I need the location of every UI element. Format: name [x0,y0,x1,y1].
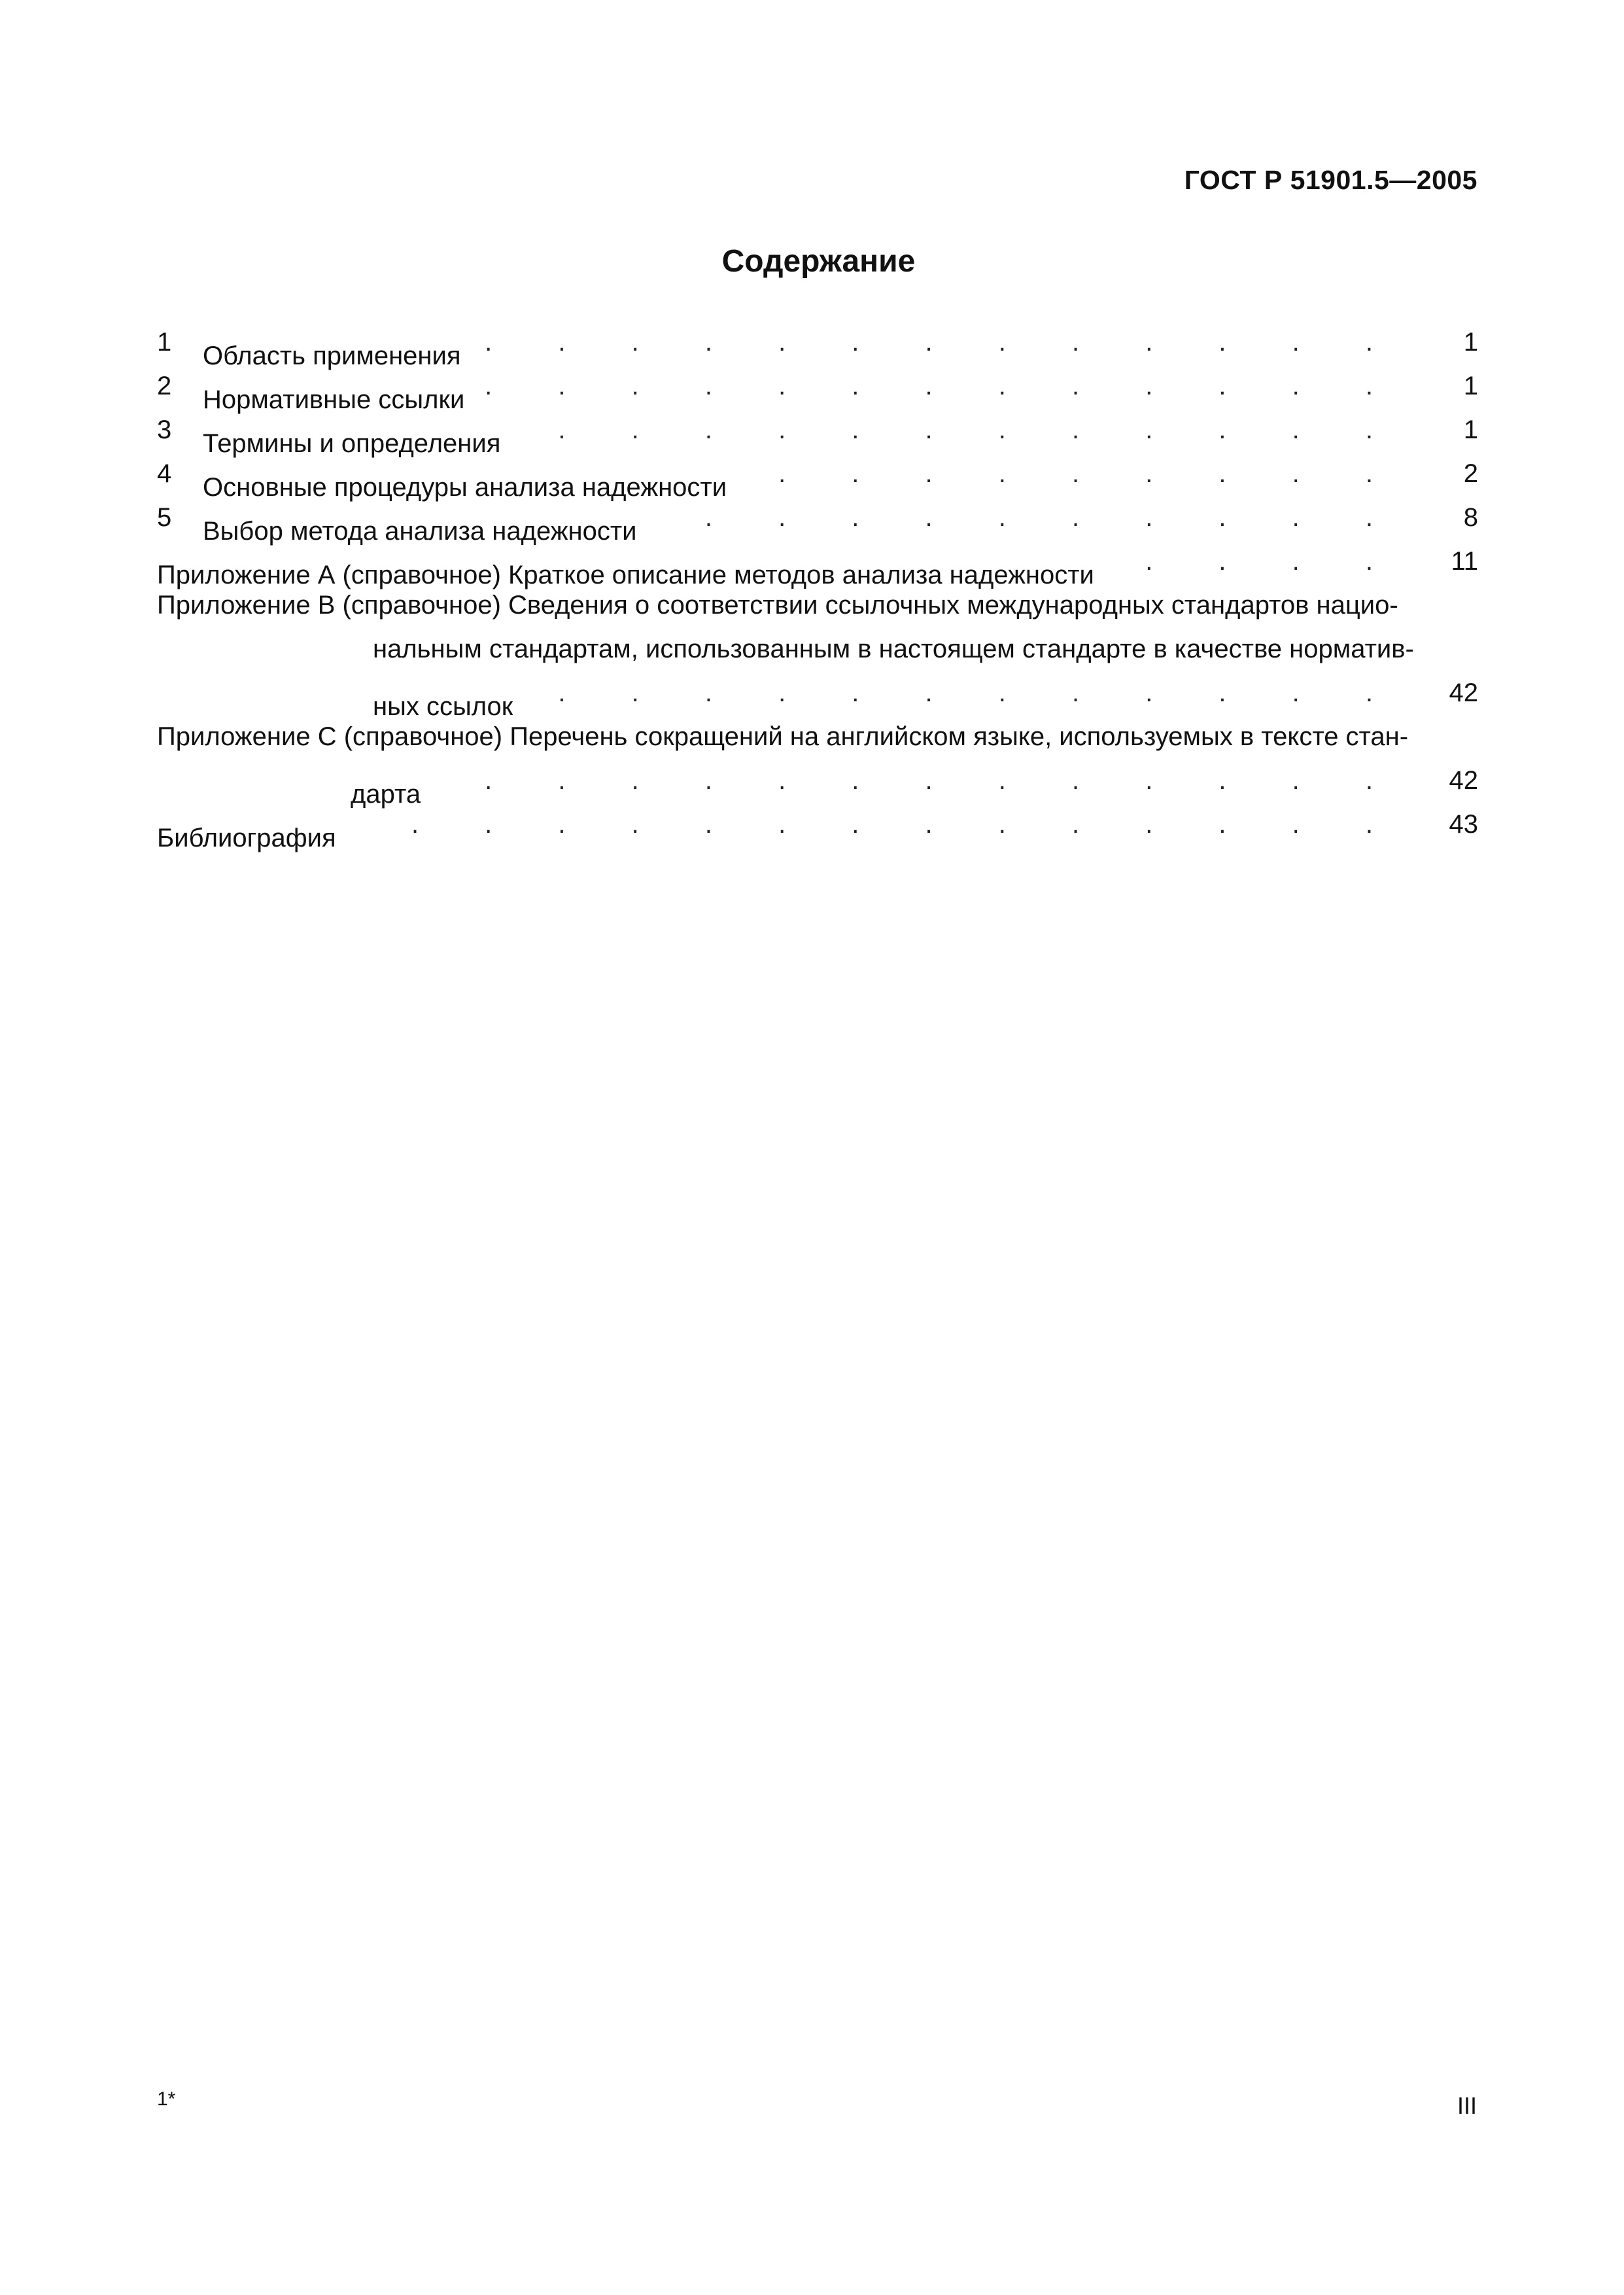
toc-leader-dots [481,364,1406,408]
toc-leader-dots [1111,540,1406,584]
toc-entry-page: 8 [1463,503,1478,532]
toc-entry-title[interactable]: Приложение В (справочное) Сведения о соответствии ссылочных международных стандартов нацио- [157,591,1398,620]
toc-entry-title[interactable]: Выбор метода анализа надежности [203,517,637,546]
document-code: ГОСТ Р 51901.5—2005 [1184,165,1477,195]
toc-entry-title-continued: ных ссылок [373,692,513,721]
table-of-contents [157,321,1478,852]
page-title: Содержание [721,244,916,279]
toc-leader-dots [530,671,1406,715]
toc-entry-page: 42 [1449,678,1478,707]
toc-entry-page: 42 [1449,766,1478,795]
toc-entry-number: 4 [157,459,172,488]
toc-entry-title[interactable]: Приложение С (справочное) Перечень сокращений на английском языке, используемых в тексте стан- [157,722,1409,751]
toc-entry-title-continued: дарта [351,780,421,809]
toc-entry-title[interactable]: Нормативные ссылки [203,385,465,414]
toc-leader-dots [353,803,1406,847]
toc-leader-dots [517,408,1406,452]
toc-entry-appendix-b-cont [157,627,1478,671]
toc-leader-dots [438,759,1406,803]
toc-entry[interactable] [157,321,1478,370]
toc-leader-dots [654,496,1407,540]
toc-entry-appendix-c-cont [157,759,1478,809]
toc-entry-appendix-b-cont [157,671,1478,721]
toc-entry-title-continued: нальным стандартам, использованным в настоящем стандарте в качестве норматив- [373,635,1414,663]
toc-entry[interactable] [157,452,1478,502]
toc-entry-page: 2 [1463,459,1478,488]
toc-entry-number: 1 [157,328,172,357]
toc-entry-bibliography[interactable] [157,803,1478,852]
toc-entry-title[interactable]: Библиография [157,824,336,852]
toc-entry-page: 1 [1463,372,1478,400]
toc-entry-title[interactable]: Термины и определения [203,429,501,458]
toc-leader-dots [478,321,1406,364]
toc-entry[interactable] [157,496,1478,546]
page-number: III [1457,2092,1477,2119]
toc-entry[interactable] [157,364,1478,414]
toc-entry-appendix-b[interactable] [157,584,1478,627]
toc-entry-page: 11 [1451,547,1478,576]
toc-entry-appendix-c[interactable] [157,715,1478,759]
toc-entry-appendix-a[interactable] [157,540,1478,589]
toc-entry-number: 2 [157,372,172,400]
toc-entry-title[interactable]: Основные процедуры анализа надежности [203,473,727,502]
toc-leader-dots [744,452,1406,496]
toc-entry-title[interactable]: Приложение А (справочное) Краткое описание методов анализа надежности [157,561,1094,589]
toc-entry-page: 1 [1463,328,1478,357]
toc-entry-page: 43 [1449,810,1478,839]
toc-entry-page: 1 [1463,415,1478,444]
toc-entry-title[interactable]: Область применения [203,342,461,370]
sheet-mark: 1* [157,2088,176,2110]
toc-entry[interactable] [157,408,1478,458]
toc-entry-number: 3 [157,415,172,444]
toc-entry-number: 5 [157,503,172,532]
